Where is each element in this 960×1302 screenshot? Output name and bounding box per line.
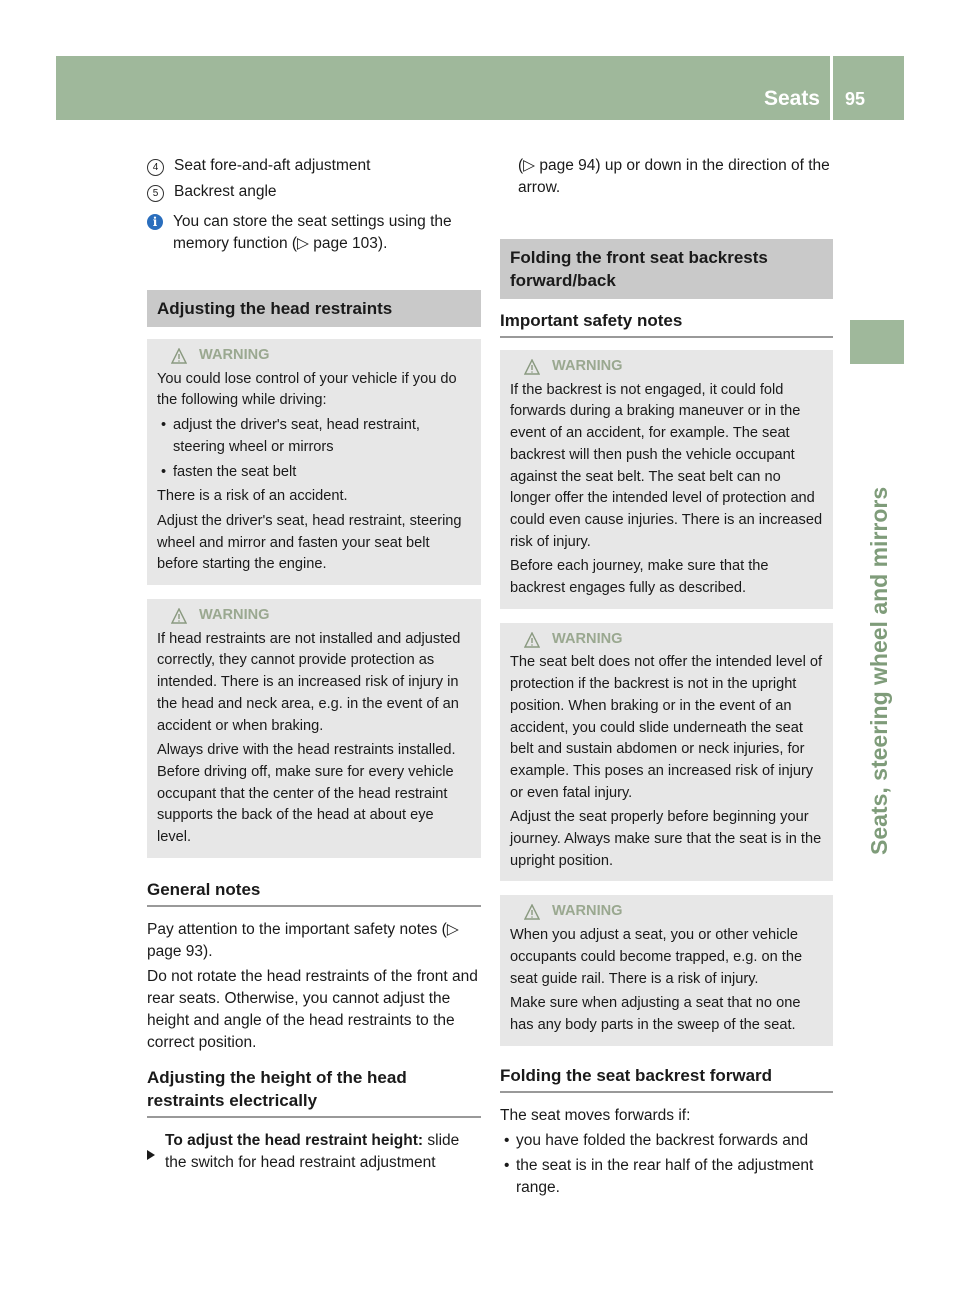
warning-title xyxy=(510,629,823,651)
warning-icon xyxy=(524,904,540,920)
right-column xyxy=(500,155,833,1199)
warning-text: Adjust the seat properly before beginning your journey. Always make sure that the seat is in the upright position. xyxy=(510,809,822,869)
info-icon: i xyxy=(147,214,163,230)
warning-text: You could lose control of your vehicle if you do the following while driving: xyxy=(157,370,457,409)
bullet-item: • the seat is in the rear half of the adjustment range. xyxy=(500,1155,833,1199)
step-text: slide the switch for head restraint adjustment xyxy=(165,1131,460,1171)
continued-step-text: (▷ page 94) up or down in the direction of the arrow. xyxy=(518,157,830,196)
warning-box xyxy=(147,339,481,585)
warning-icon xyxy=(171,348,187,364)
item-text: Seat fore-and-aft adjustment xyxy=(174,157,371,174)
warning-icon xyxy=(524,359,540,375)
safety-notes-heading: Important safety notes xyxy=(500,309,833,338)
warning-text: When you adjust a seat, you or other vehicle occupants could become trapped, e.g. on the seat guide rail. There is a risk of injury. xyxy=(510,927,803,987)
warning-box xyxy=(500,623,833,882)
side-chapter-label: Seats, steering wheel and mirrors xyxy=(866,486,892,855)
warning-text: Make sure when adjusting a seat that no one has any body parts in the sweep of the seat. xyxy=(510,995,801,1033)
warning-text: The seat belt does not offer the intended level of protection if the backrest is not in the upright position. When braking or in the event of an accident, you could slide underneath the seat belt and sustain abdomen or neck injuries, for example. This poses an increased risk of injury or even fatal injury. xyxy=(510,654,823,801)
warning-icon xyxy=(524,632,540,648)
instruction-step xyxy=(147,1130,481,1174)
left-column xyxy=(147,155,481,1174)
warning-label: WARNING xyxy=(199,607,270,624)
item-number-badge: 4 xyxy=(147,159,164,176)
header-divider xyxy=(830,56,833,120)
paragraph: The seat moves forwards if: xyxy=(500,1106,691,1124)
warning-label: WARNING xyxy=(552,358,623,374)
warning-title xyxy=(510,356,823,378)
bullet-item: • adjust the driver's seat, head restraint, steering wheel or mirrors xyxy=(157,415,471,458)
warning-text: If head restraints are not installed and adjusted correctly, they cannot provide protection as intended. There is an increased risk of injury in the head and neck area, e.g. in the event of an accident or when braking. xyxy=(157,630,461,734)
info-note xyxy=(147,211,481,255)
section-title: Seats xyxy=(763,87,820,110)
warning-icon xyxy=(171,608,187,624)
info-text: You can store the seat settings using the memory function (▷ page 103). xyxy=(173,213,452,252)
item-text: Backrest angle xyxy=(174,183,277,200)
general-notes-heading: General notes xyxy=(147,878,481,907)
paragraph: Do not rotate the head restraints of the front and rear seats. Otherwise, you cannot adjust the height and angle of the head restraints to the correct position. xyxy=(147,967,478,1051)
warning-text: Before each journey, make sure that the backrest engages fully as described. xyxy=(510,558,769,597)
warning-box xyxy=(147,599,481,858)
warning-text: Always drive with the head restraints installed. Before driving off, make sure for every vehicle occupant that the center of the head restraint supports the back of the head at about eye level. xyxy=(157,742,456,846)
warning-text: If the backrest is not engaged, it could fold forwards during a braking maneuver or in the event of an accident, for example. The seat backrest will then push the vehicle occupant against the seat belt. The seat belt can no longer offer the intended level of protection and could even cause injuries. There is an increased risk of injury. xyxy=(510,381,823,550)
step-label: To adjust the head restraint height: xyxy=(165,1131,424,1149)
section-heading: Folding the front seat backrests forward/back xyxy=(500,239,833,299)
warning-text: Adjust the driver's seat, head restraint, steering wheel and mirror and fasten your seat belt before starting the engine. xyxy=(157,512,462,573)
warning-box xyxy=(500,895,833,1045)
warning-box xyxy=(500,350,833,609)
step-arrow-icon xyxy=(147,1136,155,1174)
warning-title xyxy=(157,605,471,627)
paragraph: Pay attention to the important safety notes (▷ page 93). xyxy=(147,920,459,960)
electric-adjust-heading: Adjusting the height of the head restraints electrically xyxy=(147,1066,481,1118)
warning-title xyxy=(157,345,471,367)
warning-text: There is a risk of an accident. xyxy=(157,488,348,505)
folding-forward-heading: Folding the seat backrest forward xyxy=(500,1064,833,1093)
warning-label: WARNING xyxy=(552,630,623,647)
list-item xyxy=(147,181,481,203)
bullet-item: • fasten the seat belt xyxy=(157,462,471,484)
page-number: 95 xyxy=(845,89,866,109)
list-item xyxy=(147,155,481,177)
warning-title xyxy=(510,901,823,923)
warning-label: WARNING xyxy=(552,903,623,920)
warning-label: WARNING xyxy=(199,347,270,363)
section-heading: Adjusting the head restraints xyxy=(147,290,481,327)
bullet-item: • you have folded the backrest forwards and xyxy=(500,1130,833,1152)
item-number-badge: 5 xyxy=(147,185,164,202)
